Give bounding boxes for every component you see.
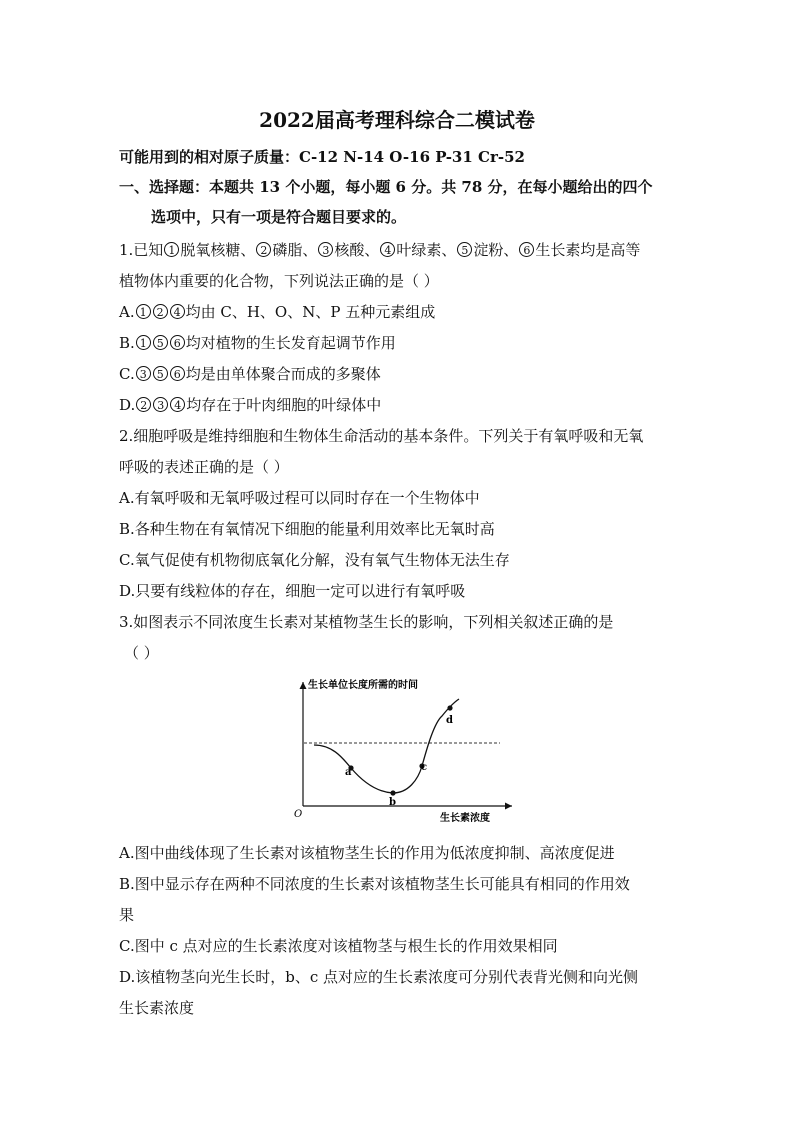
circled-number: 1 [136,335,151,350]
circled-number: 5 [153,366,168,381]
point-a-label: a [345,767,352,778]
atomic-mass-line: 可能用到的相对原子质量：C-12 N-14 O-16 P-31 Cr-52 [119,148,525,166]
point-c-label: c [421,762,428,773]
point-d-label: d [446,715,453,726]
point-d [447,705,452,710]
circled-number: 4 [170,397,185,412]
option-d-text: 均存在于叶肉细胞的叶绿体中 [186,396,382,414]
q3-option-a[interactable]: A.图中曲线体现了生长素对该植物茎生长的作用为低浓度抑制、高浓度促进 [119,844,615,862]
q1-stem-prefix: 1.已知 [119,241,164,259]
point-b-label: b [389,797,396,808]
q3-stem-line1: 3.如图表示不同浓度生长素对某植物茎生长的影响，下列相关叙述正确的是 [119,613,614,631]
q1-item-6: 生长素均是高等 [535,241,641,259]
circled-number: 2 [153,304,168,319]
q2-option-a[interactable]: A.有氧呼吸和无氧呼吸过程可以同时存在一个生物体中 [119,489,480,507]
circled-number: 4 [170,304,185,319]
q1-item-1: 脱氧核糖、 [180,241,256,259]
q3-option-b-line1[interactable]: B.图中显示存在两种不同浓度的生长素对该植物茎生长可能具有相同的作用效 [119,875,630,893]
q1-option-a[interactable] [119,301,435,322]
option-b-prefix: B. [119,334,135,352]
circled-number: 3 [136,366,151,381]
circled-number: 6 [170,335,185,350]
q3-option-b-line2: 果 [119,906,135,924]
option-a-prefix: A. [119,303,135,321]
circled-number-2: 2 [256,242,271,257]
q1-option-d[interactable] [119,394,381,415]
exam-title: 2022届高考理科综合二模试卷 [259,108,535,132]
q3-option-d-line1[interactable]: D.该植物茎向光生长时，b、c 点对应的生长素浓度可分别代表背光侧和向光侧 [119,968,639,986]
origin-label: O [294,809,303,820]
option-d-prefix: D. [119,396,136,414]
circled-number-4: 4 [380,242,395,257]
auxin-growth-curve-figure [290,676,520,828]
circled-number: 6 [170,366,185,381]
q2-stem-line1: 2.细胞呼吸是维持细胞和生物体生命活动的基本条件。下列关于有氧呼吸和无氧 [119,427,644,445]
point-b [390,790,395,795]
q1-item-2: 磷脂、 [272,241,318,259]
q3-option-d-line2: 生长素浓度 [119,999,195,1017]
curve-diagram [290,676,520,828]
circled-number: 5 [153,335,168,350]
q3-stem-line2: （ ） [124,644,159,662]
q1-item-3: 核酸、 [334,241,380,259]
option-c-text: 均是由单体聚合而成的多聚体 [185,365,381,383]
y-axis-label: 生长单位长度所需的时间 [308,680,418,691]
q3-option-c[interactable]: C.图中 c 点对应的生长素浓度对该植物茎与根生长的作用效果相同 [119,937,558,955]
q2-option-b[interactable]: B.各种生物在有氧情况下细胞的能量利用效率比无氧时高 [119,520,495,538]
q2-option-c[interactable]: C.氧气促使有机物彻底氧化分解，没有氧气生物体无法生存 [119,551,510,569]
option-c-prefix: C. [119,365,135,383]
option-a-text: 均由 C、H、O、N、P 五种元素组成 [185,303,436,321]
q1-option-b[interactable] [119,332,396,353]
q2-stem-line2: 呼吸的表述正确的是（ ） [119,458,289,476]
q1-stem-line2: 植物体内重要的化合物，下列说法正确的是（ ） [119,272,439,290]
q1-stem-line1 [119,239,640,260]
growth-curve [314,699,459,793]
circled-number-6: 6 [519,242,534,257]
circled-number: 3 [153,397,168,412]
q1-item-5: 淀粉、 [473,241,519,259]
circled-number: 2 [136,397,151,412]
option-b-text: 均对植物的生长发育起调节作用 [185,334,396,352]
q1-option-c[interactable] [119,363,381,384]
circled-number-1: 1 [164,242,179,257]
circled-number-3: 3 [318,242,333,257]
circled-number-5: 5 [457,242,472,257]
x-axis-label: 生长素浓度 [440,813,490,824]
section-one-instruction-line2: 选项中，只有一项是符合题目要求的。 [151,208,407,226]
q2-option-d[interactable]: D.只要有线粒体的存在，细胞一定可以进行有氧呼吸 [119,582,466,600]
section-one-instruction-line1: 一、选择题：本题共 13 个小题，每小题 6 分。共 78 分，在每小题给出的四个 [119,178,653,196]
circled-number: 1 [136,304,151,319]
q1-item-4: 叶绿素、 [396,241,457,259]
